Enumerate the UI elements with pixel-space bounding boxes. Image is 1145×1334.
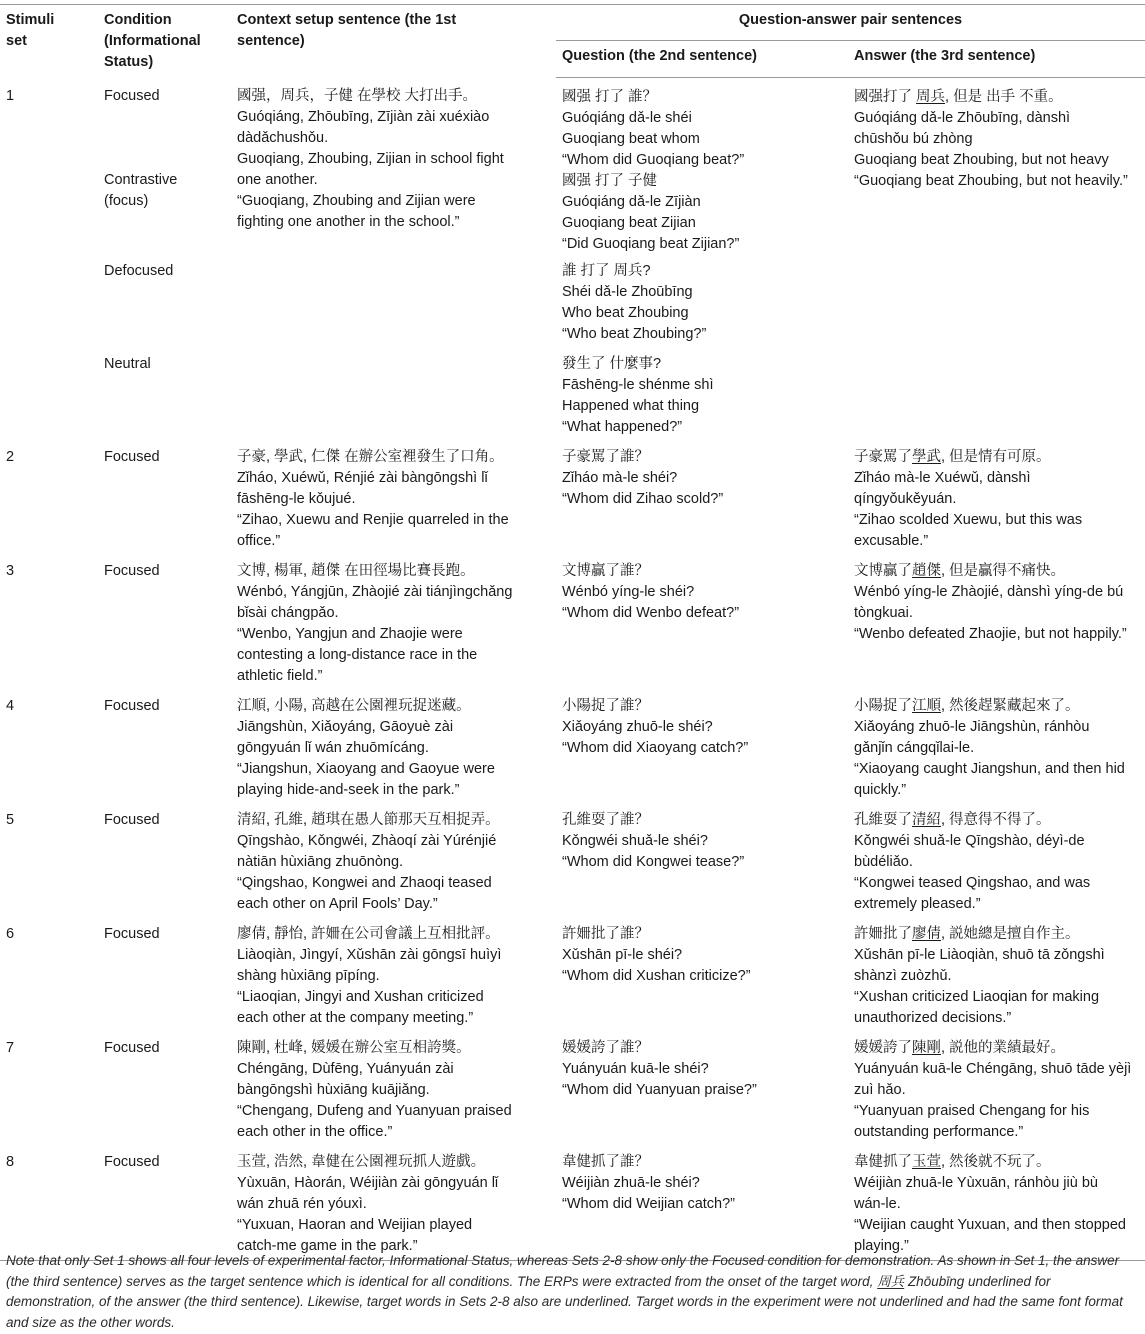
question-cell: 文博贏了誰？ Wénbó yíng-le shéi? “Whom did Wenbo defeat?”	[562, 562, 740, 621]
answer-cell: 孔維耍了清紹, 得意得不得了。 Kǒngwéi shuǎ-le Qīngshào, déyì-de bùdéliǎo. “Kongwei teased Qingshao, and was extremely pleased.”	[854, 811, 1091, 912]
table-row-set-2	[0, 441, 1145, 555]
condition-cell: Focused	[98, 1146, 231, 1261]
target-word: 清紹	[912, 811, 941, 828]
answer-cell: 國强打了 周兵, 但是 出手 不重。 Guóqiáng dǎ-le Zhōubīng, dànshì chūshǒu bú zhòng Guoqiang beat Zhoubing, but not heavy “Guoqiang beat Zhoubing, but not heavily.”	[854, 88, 1128, 189]
target-word: 江順	[912, 697, 941, 714]
target-word: 趙傑	[912, 562, 941, 579]
condition-cell: Focused	[104, 925, 160, 942]
answer-cell: 韋健抓了玉萱, 然後就不玩了。 Wéijiàn zhuā-le Yùxuān, ránhòu jiù bù wán-le. “Weijian caught Yuxuan, and then stopped playing.”	[848, 1146, 1145, 1261]
context-cell: 文博, 楊軍, 趙傑 在田徑場比賽長跑。 Wénbó, Yángjūn, Zhàojié zài tiánjìngchǎng bǐsài chángpǎo. “Wenbo, Yangjun and Zhaojie were contesting a long-distance race in the athletic field.”	[237, 562, 513, 684]
condition-cell: Focused	[104, 811, 160, 828]
set-id: 4	[6, 697, 15, 714]
question-cell: 小陽捉了誰？ Xiǎoyáng zhuō-le shéi? “Whom did Xiaoyang catch?”	[562, 697, 749, 756]
answer-cell: 許姍批了廖倩, 説她總是擅自作主。 Xǔshān pī-le Liàoqiàn, shuō tā zǒngshì shànzì zuòzhǔ. “Xushan criticized Liaoqian for making unauthorized decisions.”	[854, 925, 1105, 1026]
condition-cell: Focused	[104, 448, 160, 465]
set-id: 1	[6, 88, 15, 104]
question-cell: 孔維耍了誰？ Kǒngwéi shuǎ-le shéi? “Whom did Kongwei tease?”	[562, 811, 745, 870]
context-cell: 江順, 小陽, 高越在公園裡玩捉迷藏。 Jiāngshùn, Xiǎoyáng, Gāoyuè zài gōngyuán lǐ wán zhuōmícáng. “Jiangshun, Xiaoyang and Gaoyue were playing hide-and-seek in the park.”	[237, 697, 495, 798]
target-word: 陳剛	[912, 1039, 941, 1056]
question-cell: 許姍批了誰？ Xǔshān pī-le shéi? “Whom did Xushan criticize?”	[562, 925, 751, 984]
question-cell: 誰 打了 周兵? Shéi dǎ-le Zhoūbīng Who beat Zhoubing “Who beat Zhoubing?”	[562, 262, 707, 342]
table-row-set-7	[0, 1032, 1145, 1146]
context-cell: 陳剛, 杜峰, 媛媛在辦公室互相誇獎。 Chéngāng, Dùfēng, Yuányuán zài bàngōngshì hùxiāng kuājiǎng. “Chengang, Dufeng and Yuanyuan praised each other in the office.”	[237, 1039, 512, 1140]
table-note: Note that only Set 1 shows all four levels of experimental factor, Informational Status, whereas Sets 2-8 show only the Focused condition for demonstration. As shown in Set 1, the answer (the third sentence) serves as the target sentence which is identical for all conditions. The ERPs were extracted from the onset of the target word, 周兵 Zhōubīng underlined for demonstration, of the answer (the third sentence). Likewise, target words in Sets 2-8 also are underlined. Target words in the experiment were not underlined and had the same font format and size as the other words.	[6, 1253, 1123, 1330]
set-id: 2	[6, 448, 15, 465]
condition-cell: Defocused	[104, 262, 174, 279]
table-row-set-3	[0, 555, 1145, 690]
set-id: 3	[6, 562, 15, 579]
table-row-set-8	[0, 1146, 1145, 1261]
target-word: 周兵	[877, 1273, 905, 1289]
context-cell: 國强，周兵，子健 在學校 大打出手。 Guóqiáng, Zhōubīng, Zījiàn zài xuéxiào dàdǎchushǒu. Guoqiang, Zhoubing, Zijian in school fight one another. “Guoqiang, Zhoubing and Zijian were fighting one another in the school.”	[237, 88, 504, 230]
condition-cell: Focused	[104, 697, 160, 714]
table-row-set-6	[0, 918, 1145, 1032]
condition-cell: Focused Contrastive (focus)	[104, 88, 178, 209]
condition-cell: Neutral	[104, 355, 151, 372]
answer-cell: 文博贏了趙傑, 但是贏得不痛快。 Wénbó yíng-le Zhàojié, dànshì yíng-de bú tòngkuai. “Wenbo defeated Zhaojie, but not happily.”	[854, 562, 1127, 642]
stimuli-table	[0, 4, 1145, 1261]
header-context-sentence: Context setup sentence (the 1st sentence)	[231, 5, 556, 78]
question-cell: 子豪罵了誰？ Zǐháo mà-le shéi? “Whom did Zihao scold?”	[562, 448, 724, 507]
header-stimuli-set: Stimuli set	[0, 5, 98, 78]
question-cell: 國强 打了 誰？ Guóqiáng dǎ-le shéi Guoqiang beat whom “Whom did Guoqiang beat?” 國强 打了 子健 Guóqiáng dǎ-le Zījiàn Guoqiang beat Zijian “Did Guoqiang beat Zijian?”	[562, 88, 745, 252]
target-word: 周兵	[916, 88, 946, 105]
set-id: 6	[6, 925, 15, 942]
question-cell: 韋健抓了誰？ Wéijiàn zhuā-le shéi? “Whom did Weijian catch?”	[556, 1146, 848, 1261]
table-row-set-4	[0, 690, 1145, 804]
context-cell: 玉萱, 浩然, 韋健在公園裡玩抓人遊戲。 Yùxuān, Hàorán, Wéijiàn zài gōngyuán lǐ wán zhuā rén yóuxì. “Yuxuan, Haoran and Weijian played catch-me game in the park.”	[231, 1146, 556, 1261]
set-id: 7	[6, 1039, 15, 1056]
table-row-set-5	[0, 804, 1145, 918]
context-cell: 子豪, 學武, 仁傑 在辦公室裡發生了口角。 Zǐháo, Xuéwǔ, Rénjié zài bàngōngshì lǐ fāshēng-le kǒujué. “Zihao, Xuewu and Renjie quarreled in the office.”	[237, 448, 509, 549]
question-cell: 媛媛誇了誰？ Yuányuán kuā-le shéi? “Whom did Yuanyuan praise?”	[562, 1039, 757, 1098]
header-question: Question (the 2nd sentence)	[556, 41, 848, 77]
header-answer: Answer (the 3rd sentence)	[848, 41, 1145, 77]
answer-cell: 子豪罵了學武, 但是情有可原。 Zǐháo mà-le Xuéwǔ, dànshì qíngyǒukěyuán. “Zihao scolded Xuewu, but this was excusable.”	[854, 448, 1083, 549]
target-word: 學武	[912, 448, 941, 465]
answer-cell: 小陽捉了江順, 然後趕緊藏起來了。 Xiǎoyáng zhuō-le Jiāngshùn, ránhòu gǎnjǐn cángqǐlai-le. “Xiaoyang caught Jiangshun, and then hid quickly.”	[854, 697, 1125, 798]
set-id: 5	[6, 811, 15, 828]
question-cell: 發生了 什麼事? Fāshēng-le shénme shì Happened what thing “What happened?”	[562, 355, 714, 435]
target-word: 廖倩	[912, 925, 941, 942]
target-word: 玉萱	[912, 1153, 941, 1170]
condition-cell: Focused	[104, 1039, 160, 1056]
answer-cell: 媛媛誇了陳剛, 説他的業績最好。 Yuányuán kuā-le Chéngāng, shuō tāde yèjì zuì hǎo. “Yuanyuan praised Chengang for his outstanding performance.”	[854, 1039, 1132, 1140]
header-question-answer-pair: Question-answer pair sentences	[556, 5, 1145, 41]
context-cell: 廖倩, 靜怡, 許姍在公司會議上互相批評。 Liàoqiàn, Jìngyí, Xǔshān zài gōngsī huìyì shàng hùxiāng pīpíng. “Liaoqian, Jingyi and Xushan criticized each other at the company meeting.”	[237, 925, 502, 1026]
set-id: 8	[0, 1146, 98, 1261]
context-cell: 清紹, 孔維, 趙琪在愚人節那天互相捉弄。 Qīngshào, Kǒngwéi, Zhàoqí zài Yúrénjié nàtiān hùxiāng zhuōnòng. “Qingshao, Kongwei and Zhaoqi teased each other on April Fools’ Day.”	[237, 811, 500, 912]
header-condition: Condition (Informational Status)	[98, 5, 231, 78]
condition-cell: Focused	[104, 562, 160, 579]
